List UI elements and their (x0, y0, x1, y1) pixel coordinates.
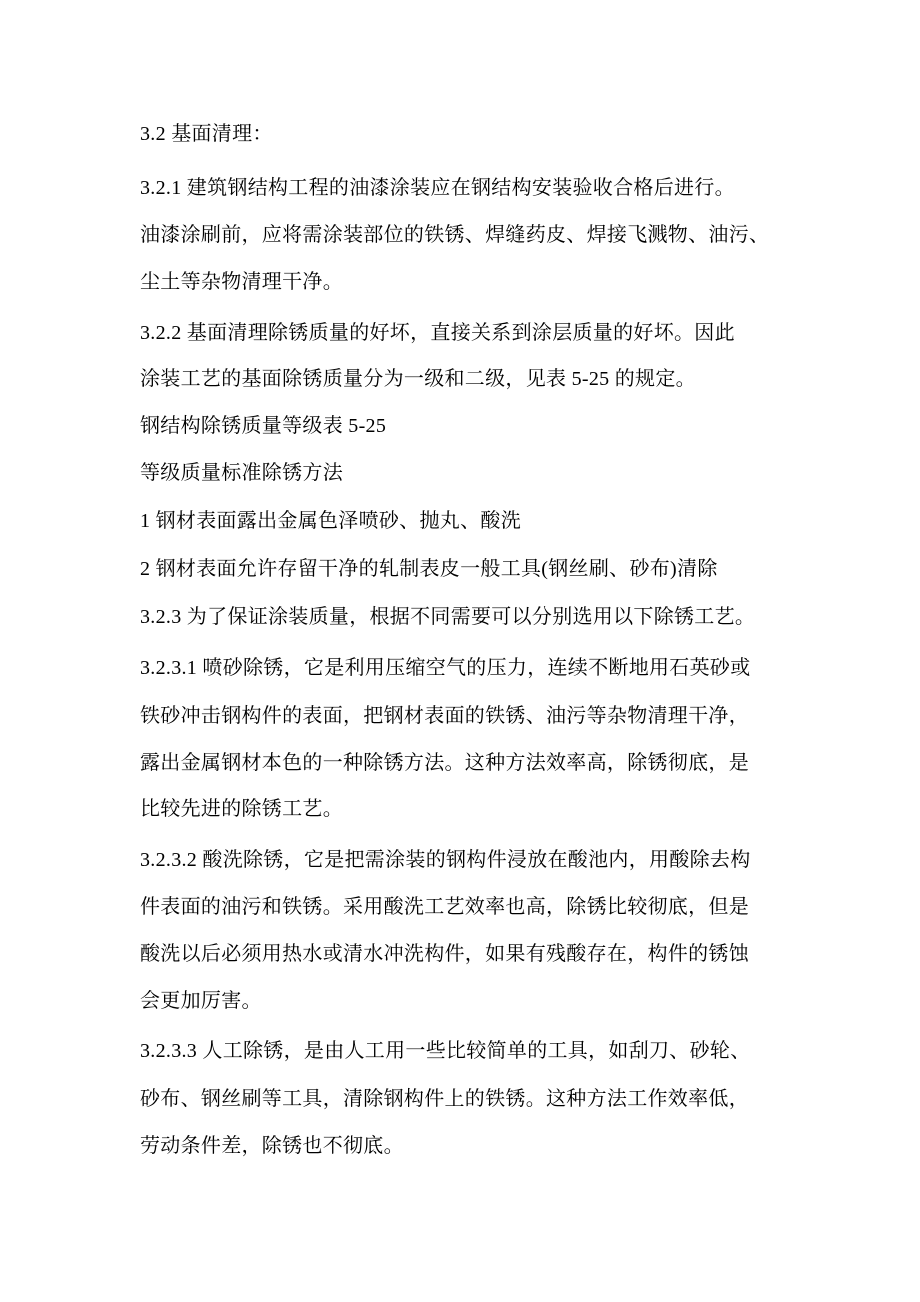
paragraph-line: 砂布、钢丝刷等工具，清除钢构件上的铁锈。这种方法工作效率低， (140, 1088, 749, 1110)
paragraph-line: 件表面的油污和铁锈。采用酸洗工艺效率也高，除锈比较彻底，但是 (140, 896, 749, 918)
paragraph-line: 会更加厉害。 (140, 990, 262, 1012)
table-row: 1 钢材表面露出金属色泽喷砂、抛丸、酸洗 (140, 510, 521, 532)
paragraph-line: 铁砂冲击钢构件的表面，把钢材表面的铁锈、油污等杂物清理干净， (140, 705, 749, 727)
paragraph-line: 3.2.3.3 人工除锈，是由人工用一些比较简单的工具，如刮刀、砂轮、 (140, 1040, 751, 1062)
table-caption: 钢结构除锈质量等级表 5-25 (140, 415, 387, 437)
paragraph-line: 劳动条件差，除锈也不彻底。 (140, 1135, 404, 1157)
paragraph-line: 3.2.2 基面清理除锈质量的好坏，直接关系到涂层质量的好坏。因此 (140, 322, 735, 344)
section-heading: 3.2 基面清理： (140, 123, 273, 145)
paragraph-line: 涂装工艺的基面除锈质量分为一级和二级，见表 5-25 的规定。 (140, 368, 696, 390)
paragraph-line: 3.2.3 为了保证涂装质量，根据不同需要可以分别选用以下除锈工艺。 (140, 606, 756, 628)
paragraph-line: 比较先进的除锈工艺。 (140, 798, 343, 820)
paragraph-line: 3.2.3.1 喷砂除锈，它是利用压缩空气的压力，连续不断地用石英砂或 (140, 657, 751, 679)
paragraph-line: 尘土等杂物清理干净。 (140, 271, 343, 293)
table-row: 2 钢材表面允许存留干净的轧制表皮一般工具(钢丝刷、砂布)清除 (140, 558, 718, 580)
paragraph-line: 酸洗以后必须用热水或清水冲洗构件，如果有残酸存在，构件的锈蚀 (140, 943, 749, 965)
table-header-row: 等级质量标准除锈方法 (140, 462, 343, 484)
paragraph-line: 露出金属钢材本色的一种除锈方法。这种方法效率高，除锈彻底，是 (140, 752, 749, 774)
paragraph-line: 油漆涂刷前，应将需涂装部位的铁锈、焊缝药皮、焊接飞溅物、油污、 (140, 224, 770, 246)
paragraph-line: 3.2.3.2 酸洗除锈，它是把需涂装的钢构件浸放在酸池内，用酸除去构 (140, 849, 751, 871)
paragraph-line: 3.2.1 建筑钢结构工程的油漆涂装应在钢结构安装验收合格后进行。 (140, 177, 735, 199)
